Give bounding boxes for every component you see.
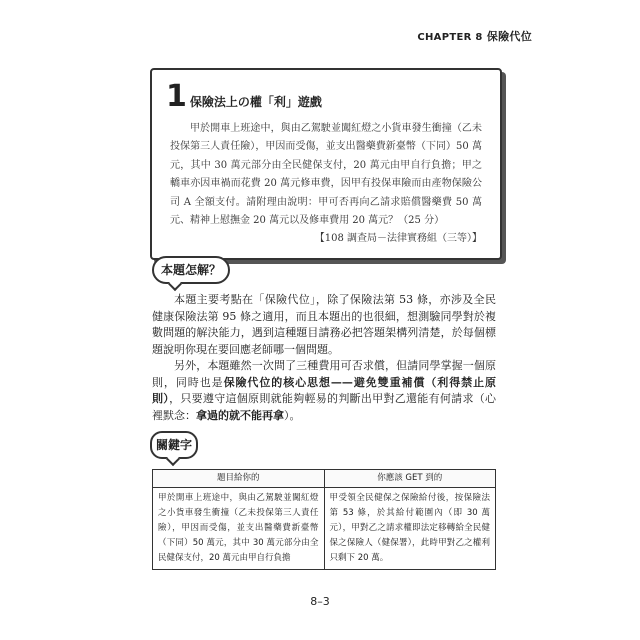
analysis-paragraph-2 <box>152 358 496 424</box>
table-header-row <box>153 470 496 488</box>
exam-question-body <box>170 120 482 249</box>
page-number: 8–3 <box>310 595 330 608</box>
analysis-paragraph-1: 本題主要考點在「保險代位」，除了保險法第 53 條，亦涉及全民健康保險法第 95 條之適用，而且本題出的也很細，想測驗同學對於複數問題的解決能力，遇到這種題目請務必把答題架構列清楚，於每個標題說明你現在要回應老師哪一個問題。 <box>152 293 496 356</box>
chapter-label: CHAPTER 8 <box>417 32 483 43</box>
exam-question-heading <box>166 79 322 114</box>
get-cell: 甲受領全民健保之保險給付後，按保險法第 53 條，於其給付範圍內（即 30 萬元），甲對乙之請求權即法定移轉給全民健保之保險人（健保署），此時甲對乙之權利只剩下 20 萬。 <box>324 488 496 570</box>
keywords-table <box>152 469 496 570</box>
column-header-get: 你應該 GET 到的 <box>324 470 496 488</box>
given-cell: 甲於開車上班途中，與由乙駕駛並闖紅燈之小貨車發生衝撞（乙未投保第三人責任險），甲因而受傷，並支出醫藥費新臺幣（下同）50 萬元，其中 30 萬元部分由全民健保支付，20 萬元由甲自行負擔 <box>153 488 325 570</box>
mnemonic-emphasis: 拿過的就不能再拿 <box>196 408 284 422</box>
chapter-title: 保險代位 <box>486 30 532 43</box>
core-principle-emphasis: 保險代位的核心思想——避免雙重補償（利得禁止原則） <box>152 375 497 405</box>
analysis-text: 另外，本題雖然一次問了三種費用可否求償，但請同學掌握一個原則，同時也是 <box>152 359 496 389</box>
analysis-text: ，只要遵守這個原則就能夠輕易的判斷出甲對乙還能有何請求（心裡默念： <box>152 392 497 422</box>
question-source: 【108 調查局－法律實務組（三等）】 <box>314 233 482 245</box>
how-to-solve-badge: 本題怎解？ <box>152 256 230 284</box>
exam-question-box <box>150 68 502 260</box>
column-header-given: 題目給你的 <box>153 470 325 488</box>
question-title: 保險法上の權「利」遊戲 <box>189 94 322 109</box>
analysis-text: ）。 <box>284 408 301 422</box>
question-text: 甲於開車上班途中，與由乙駕駛並闖紅燈之小貨車發生衝撞（乙未投保第三人責任險），甲因而受傷，並支出醫藥費新臺幣（下同）50 萬元，其中 30 萬元部分由全民健保支付，20 萬元由甲自行負擔；甲之轎車亦因車禍而花費 20 萬元修車費，因甲有投保車險而由產物保險公司 A 全額支付。請附理由說明：甲可否再向乙請求賠償醫藥費 50 萬元、精神上慰撫金 20 萬元以及修車費用 20 萬元？（25 分） <box>170 123 482 227</box>
question-number: 1 <box>166 79 187 114</box>
table-row <box>153 488 496 570</box>
keywords-badge: 關鍵字 <box>150 431 198 459</box>
running-header <box>417 28 532 44</box>
